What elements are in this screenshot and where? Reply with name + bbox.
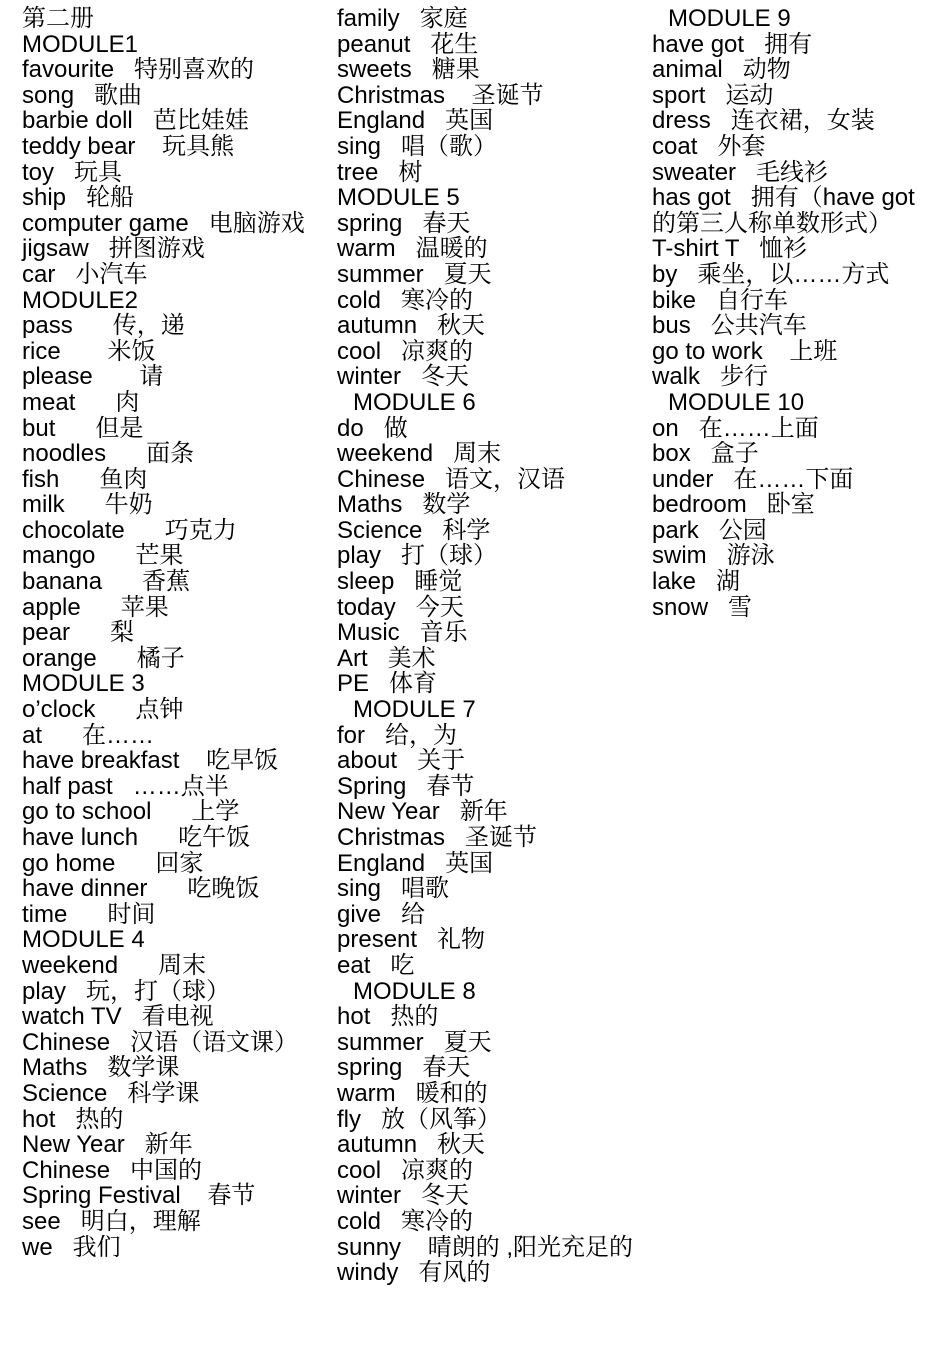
module-heading: MODULE 7 xyxy=(353,696,476,724)
vocab-entry: see 明白，理解 xyxy=(22,1207,201,1235)
vocab-entry: mango 芒果 xyxy=(22,542,184,570)
vocab-entry: play 打（球） xyxy=(337,542,498,570)
vocab-entry: family 家庭 xyxy=(337,5,468,32)
vocab-entry: animal 动物 xyxy=(652,56,791,84)
vocab-entry: cold 寒冷的 xyxy=(337,1207,474,1235)
vocab-column-1 xyxy=(22,6,322,1260)
vocab-entry: jigsaw 拼图游戏 xyxy=(22,235,205,263)
vocab-entry: give 给 xyxy=(337,900,426,928)
vocab-entry: go to work 上班 xyxy=(652,337,838,365)
vocab-entry: but 但是 xyxy=(22,414,144,442)
vocab-entry: cold 寒冷的 xyxy=(337,286,474,314)
vocab-entry: apple 苹果 xyxy=(22,593,169,621)
vocab-entry: Christmas 圣诞节 xyxy=(337,81,544,109)
vocab-entry: Spring 春节 xyxy=(337,772,475,800)
vocab-entry: spring 春天 xyxy=(337,1054,471,1082)
vocab-entry: o’clock 点钟 xyxy=(22,696,184,724)
vocab-entry: has got 拥有（have got 的第三人称单数形式） xyxy=(652,184,922,237)
vocab-entry: computer game 电脑游戏 xyxy=(22,209,305,237)
vocab-entry: summer 夏天 xyxy=(337,1028,492,1056)
vocab-entry: warm 暖和的 xyxy=(337,1079,488,1107)
vocab-entry: teddy bear 玩具熊 xyxy=(22,132,235,160)
module-heading: 第二册 xyxy=(22,5,94,32)
vocab-entry: lake 湖 xyxy=(652,568,741,596)
vocab-entry: orange 橘子 xyxy=(22,644,185,672)
vocab-entry: meat 肉 xyxy=(22,388,140,416)
vocab-entry: rice 米饭 xyxy=(22,337,156,365)
vocab-entry: ship 轮船 xyxy=(22,184,135,212)
vocab-entry: park 公园 xyxy=(652,516,767,544)
vocab-entry: present 礼物 xyxy=(337,926,486,954)
vocab-entry: Chinese 语文，汉语 xyxy=(337,465,566,493)
vocab-entry: go to school 上学 xyxy=(22,798,240,826)
vocab-entry: fish 鱼肉 xyxy=(22,465,148,493)
vocab-entry: peanut 花生 xyxy=(337,30,479,58)
vocab-entry: hot 热的 xyxy=(337,1003,439,1031)
vocab-entry: banana 香蕉 xyxy=(22,568,191,596)
vocab-entry: England 英国 xyxy=(337,107,494,135)
vocab-entry: noodles 面条 xyxy=(22,440,195,468)
vocab-entry: T-shirt T 恤衫 xyxy=(652,235,808,263)
vocab-entry: autumn 秋天 xyxy=(337,312,486,340)
vocab-entry: have got 拥有 xyxy=(652,30,813,58)
vocab-entry: by 乘坐，以……方式 xyxy=(652,260,890,288)
vocab-entry: weekend 周末 xyxy=(22,951,207,979)
vocab-entry: winter 冬天 xyxy=(337,1182,470,1210)
vocab-entry: barbie doll 芭比娃娃 xyxy=(22,107,249,135)
vocab-entry: England 英国 xyxy=(337,849,494,877)
vocab-entry: sleep 睡觉 xyxy=(337,568,463,596)
vocab-entry: swim 游泳 xyxy=(652,542,775,570)
vocab-entry: sweater 毛线衫 xyxy=(652,158,829,186)
vocab-entry: Maths 数学课 xyxy=(22,1054,180,1082)
vocab-entry: weekend 周末 xyxy=(337,440,502,468)
vocab-entry: pass 传，递 xyxy=(22,312,185,340)
vocab-entry: favourite 特别喜欢的 xyxy=(22,56,255,84)
module-heading: MODULE 8 xyxy=(353,977,476,1005)
module-heading: MODULE 10 xyxy=(668,388,805,416)
vocab-entry: Spring Festival 春节 xyxy=(22,1182,256,1210)
vocab-entry: winter 冬天 xyxy=(337,363,470,391)
vocab-entry: bedroom 卧室 xyxy=(652,491,815,519)
vocab-entry: tree 树 xyxy=(337,158,423,186)
vocab-entry: bike 自行车 xyxy=(652,286,789,314)
vocab-entry: autumn 秋天 xyxy=(337,1131,486,1159)
vocab-entry: warm 温暖的 xyxy=(337,235,488,263)
module-heading: MODULE 3 xyxy=(22,670,145,698)
vocab-entry: have lunch 吃午饭 xyxy=(22,824,251,851)
vocab-entry: on 在……上面 xyxy=(652,414,819,442)
vocab-entry: dress 连衣裙，女装 xyxy=(652,107,875,135)
vocab-entry: sing 唱歌 xyxy=(337,875,450,903)
vocab-entry: watch TV 看电视 xyxy=(22,1003,214,1031)
vocab-entry: bus 公共汽车 xyxy=(652,312,807,340)
vocab-entry: fly 放（风筝） xyxy=(337,1105,502,1133)
vocab-entry: chocolate 巧克力 xyxy=(22,516,237,544)
vocab-entry: pear 梨 xyxy=(22,619,135,647)
vocab-entry: PE 体育 xyxy=(337,670,438,698)
vocab-entry: New Year 新年 xyxy=(337,798,508,826)
vocab-entry: sunny 晴朗的 ,阳光充足的 xyxy=(337,1233,634,1261)
vocab-entry: for 给，为 xyxy=(337,721,458,749)
vocab-entry: sing 唱（歌） xyxy=(337,132,498,160)
vocab-entry: eat 吃 xyxy=(337,951,415,979)
vocab-entry: cool 凉爽的 xyxy=(337,337,474,365)
vocab-entry: have dinner 吃晚饭 xyxy=(22,875,260,903)
vocab-entry: Maths 数学 xyxy=(337,491,471,519)
vocab-entry: do 做 xyxy=(337,414,408,442)
vocab-entry: sweets 糖果 xyxy=(337,56,480,84)
vocab-entry: have breakfast 吃早饭 xyxy=(22,747,279,775)
vocab-entry: song 歌曲 xyxy=(22,81,143,109)
module-heading: MODULE 6 xyxy=(353,388,476,416)
vocab-entry: Art 美术 xyxy=(337,644,436,672)
module-heading: MODULE 9 xyxy=(668,5,791,32)
vocab-entry: sport 运动 xyxy=(652,81,774,109)
vocab-entry: snow 雪 xyxy=(652,593,753,621)
vocab-column-2 xyxy=(337,6,637,1286)
vocab-entry: Science 科学课 xyxy=(22,1079,200,1107)
vocab-entry: at 在…… xyxy=(22,721,155,749)
vocab-entry: New Year 新年 xyxy=(22,1131,193,1159)
vocab-entry: hot 热的 xyxy=(22,1105,124,1133)
vocab-column-3 xyxy=(652,6,944,620)
vocab-entry: go home 回家 xyxy=(22,849,204,877)
vocab-entry: we 我们 xyxy=(22,1233,121,1261)
vocab-entry: please 请 xyxy=(22,363,164,391)
vocab-entry: car 小汽车 xyxy=(22,260,148,288)
vocab-entry: coat 外套 xyxy=(652,132,766,160)
vocab-entry: Science 科学 xyxy=(337,516,491,544)
vocab-entry: about 关于 xyxy=(337,747,466,775)
module-heading: MODULE 5 xyxy=(337,184,460,212)
vocab-entry: windy 有风的 xyxy=(337,1259,491,1287)
vocab-entry: walk 步行 xyxy=(652,363,769,391)
vocab-entry: milk 牛奶 xyxy=(22,491,153,519)
vocab-entry: box 盒子 xyxy=(652,440,759,468)
vocab-entry: under 在……下面 xyxy=(652,465,854,493)
module-heading: MODULE 4 xyxy=(22,926,145,954)
vocab-entry: Music 音乐 xyxy=(337,619,468,647)
vocab-entry: today 今天 xyxy=(337,593,464,621)
vocab-entry: cool 凉爽的 xyxy=(337,1156,474,1184)
vocab-entry: Christmas 圣诞节 xyxy=(337,824,538,851)
module-heading: MODULE1 xyxy=(22,30,139,58)
vocab-entry: Chinese 中国的 xyxy=(22,1156,203,1184)
vocab-entry: time 时间 xyxy=(22,900,156,928)
vocab-entry: Chinese 汉语（语文课） xyxy=(22,1028,299,1056)
vocab-entry: spring 春天 xyxy=(337,209,471,237)
vocab-entry: toy 玩具 xyxy=(22,158,123,186)
vocab-entry: play 玩，打（球） xyxy=(22,977,231,1005)
vocab-entry: half past ……点半 xyxy=(22,772,229,800)
module-heading: MODULE2 xyxy=(22,286,139,314)
vocab-entry: summer 夏天 xyxy=(337,260,492,288)
